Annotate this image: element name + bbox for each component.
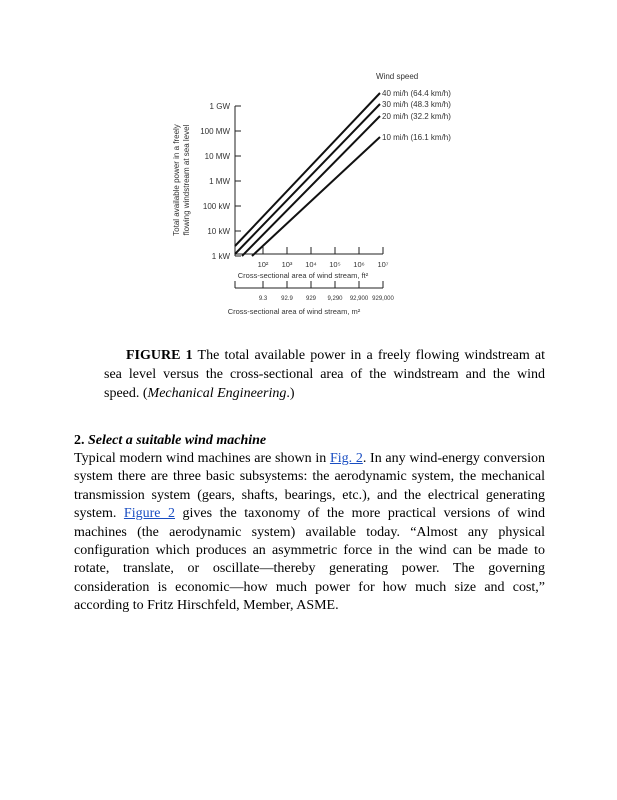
x-axis-secondary-label: Cross-sectional area of wind stream, m² [227,307,361,316]
caption-source: Mechanical Engineering [147,386,287,401]
y-tick-label: 1 MW [209,177,230,186]
series-line [252,137,380,256]
wind-power-chart [165,66,475,322]
figure-2-link[interactable]: Figure 2 [123,506,176,522]
y-axis-label: flowing windstream at sea level [182,124,191,236]
y-tick-label: 1 kW [211,252,230,261]
caption-label: FIGURE 1 [126,348,193,363]
y-tick-label: 100 MW [200,127,230,136]
x-tick-secondary-label: 92.9 [281,296,293,302]
x-axis-label: Cross-sectional area of wind stream, ft² [237,271,369,280]
section-title: Select a suitable wind machine [88,433,267,448]
fig-2-link[interactable]: Fig. 2 [329,451,363,466]
series-line [235,93,380,246]
x-tick-secondary-label: 92,900 [349,296,369,302]
body-text-2: . In any wind-energy conversion system there are three basic subsystems: the aerodynamic system, the mechanical transmission system (gears, shafts, bearings, etc.), and the electrical generating system. [74,451,545,522]
legend-entry: 10 mi/h (16.1 km/h) [382,133,451,142]
series-line [235,104,380,254]
y-tick-label: 10 kW [207,227,230,236]
caption-close: .) [286,386,295,401]
x-tick-label: 10² [257,260,269,269]
x-tick-label: 10⁶ [353,260,365,269]
legend-entry: 40 mi/h (64.4 km/h) [382,89,451,98]
caption-text: The total available power in a freely flowing windstream at sea level versus the cross-sectional area of the windstream and the wind speed. ( [104,348,545,401]
x-tick-label: 10³ [281,260,293,269]
legend-entry: 20 mi/h (32.2 km/h) [382,112,451,121]
wind-power-figure [165,66,475,322]
x-tick-label: 10⁵ [329,260,341,269]
body-text-3: gives the taxonomy of the more practical versions of wind machines (the aerodynamic system) available today. “Almost any physical configuration which produces an asymmetric force in the wind can be made to rotate, translate, or oscillate—thereby generating power. The governing consideration is economic—how much power for how much size and cost,” according to Fritz Hirschfeld, Member, ASME. [74,506,545,614]
x-tick-secondary-label: 9,290 [327,296,343,302]
x-tick-secondary-label: 929,000 [372,296,394,302]
legend-title: Wind speed [376,72,419,81]
body-paragraph [74,450,545,616]
y-tick-label: 10 MW [204,152,230,161]
body-text-1: Typical modern wind machines are shown in [74,451,330,466]
series-line [242,116,380,256]
section-heading [74,431,266,450]
figure-caption [104,346,545,403]
x-tick-secondary-label: 9.3 [258,296,268,302]
legend-entry: 30 mi/h (48.3 km/h) [382,100,451,109]
section-number: 2. [74,433,85,448]
x-tick-label: 10⁷ [377,260,389,269]
y-tick-label: 1 GW [209,102,230,111]
y-tick-label: 100 kW [202,202,230,211]
y-axis-label: Total available power in a freely [172,124,181,236]
x-tick-label: 10⁴ [305,260,317,269]
x-tick-secondary-label: 929 [305,296,317,302]
y-axis-label-group [172,124,191,236]
